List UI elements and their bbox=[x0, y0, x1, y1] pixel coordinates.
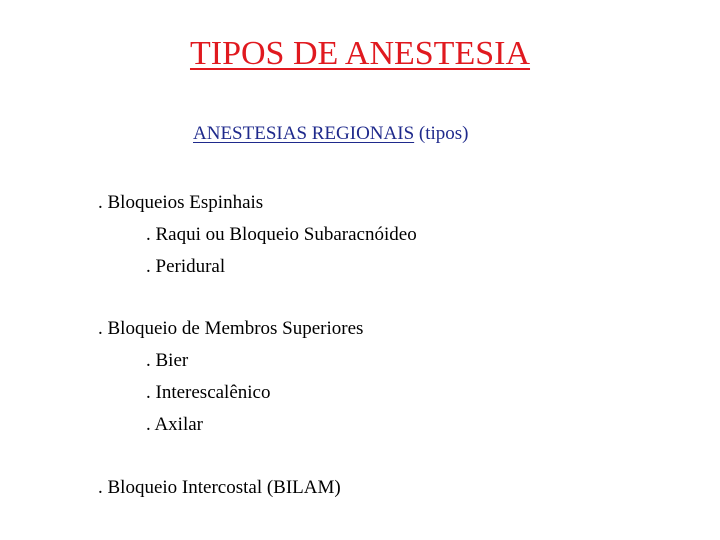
group-heading: . Bloqueio de Membros Superiores bbox=[98, 318, 364, 339]
group-item: . Bier bbox=[146, 350, 189, 371]
slide-subtitle bbox=[193, 121, 469, 147]
group-item: . Peridural bbox=[146, 256, 226, 277]
group-item: . Axilar bbox=[146, 414, 203, 435]
slide-title: TIPOS DE ANESTESIA bbox=[189, 35, 531, 72]
subtitle-paren: (tipos) bbox=[418, 123, 469, 144]
group-item: . Interescalênico bbox=[146, 382, 271, 403]
subtitle-main: ANESTESIAS REGIONAIS bbox=[193, 123, 415, 144]
group-heading: . Bloqueios Espinhais bbox=[98, 192, 264, 213]
group-item: . Raqui ou Bloqueio Subaracnóideo bbox=[146, 224, 417, 245]
group-heading: . Bloqueio Intercostal (BILAM) bbox=[98, 477, 341, 498]
